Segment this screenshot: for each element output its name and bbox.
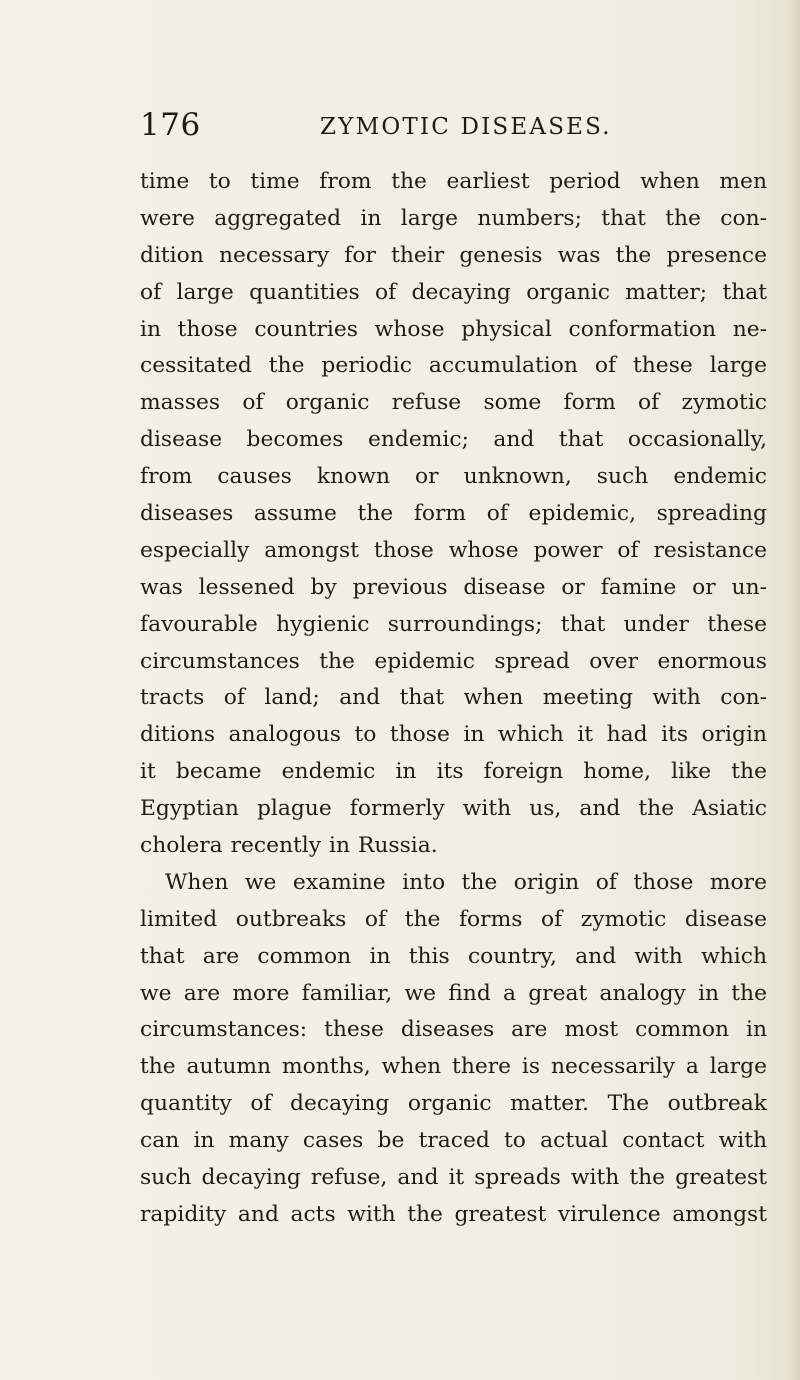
page-number: 176 bbox=[140, 107, 201, 143]
text-line: can in many cases be traced to actual contact with bbox=[140, 1128, 767, 1154]
text-line: limited outbreaks of the forms of zymotic disease bbox=[140, 906, 767, 932]
page-header bbox=[140, 108, 760, 142]
paragraph-start-line: When we examine into the origin of those more bbox=[165, 869, 767, 895]
text-line: circumstances the epidemic spread over enormous bbox=[140, 648, 767, 674]
text-line: we are more familiar, we find a great analogy in the bbox=[140, 980, 767, 1006]
text-line: disease becomes endemic; and that occasionally, bbox=[140, 427, 767, 453]
text-line: it became endemic in its foreign home, like the bbox=[140, 759, 767, 785]
text-line: especially amongst those whose power of resistance bbox=[140, 537, 767, 563]
text-line: from causes known or unknown, such endemic bbox=[140, 464, 767, 490]
text-line: circumstances: these diseases are most common in bbox=[140, 1017, 767, 1043]
text-line: Egyptian plague formerly with us, and the Asiatic bbox=[140, 796, 767, 822]
running-title: ZYMOTIC DISEASES. bbox=[320, 114, 612, 140]
text-line: ditions analogous to those in which it had its origin bbox=[140, 722, 767, 748]
text-line: that are common in this country, and with which bbox=[140, 943, 767, 969]
text-line: cessitated the periodic accumulation of these large bbox=[140, 353, 767, 379]
page-edge-shadow bbox=[790, 0, 800, 1380]
text-line: time to time from the earliest period when men bbox=[140, 169, 767, 194]
text-line: masses of organic refuse some form of zymotic bbox=[140, 390, 767, 416]
text-line: were aggregated in large numbers; that the con- bbox=[140, 205, 767, 231]
text-line: tracts of land; and that when meeting with con- bbox=[140, 685, 767, 711]
text-line: such decaying refuse, and it spreads with the greatest bbox=[140, 1165, 767, 1191]
body-text bbox=[140, 164, 767, 1234]
text-line: of large quantities of decaying organic matter; that bbox=[140, 279, 767, 305]
text-line: in those countries whose physical conformation ne- bbox=[140, 316, 767, 342]
paragraph-end-line: cholera recently in Russia. bbox=[140, 833, 438, 859]
text-line: diseases assume the form of epidemic, spreading bbox=[140, 501, 767, 527]
text-line: favourable hygienic surroundings; that under these bbox=[140, 611, 767, 637]
text-line: rapidity and acts with the greatest virulence amongst bbox=[140, 1201, 767, 1227]
text-line: the autumn months, when there is necessarily a large bbox=[140, 1054, 767, 1080]
text-line: was lessened by previous disease or famine or un- bbox=[140, 574, 767, 600]
text-line: quantity of decaying organic matter. The outbreak bbox=[140, 1091, 767, 1117]
text-line: dition necessary for their genesis was the presence bbox=[140, 242, 767, 268]
